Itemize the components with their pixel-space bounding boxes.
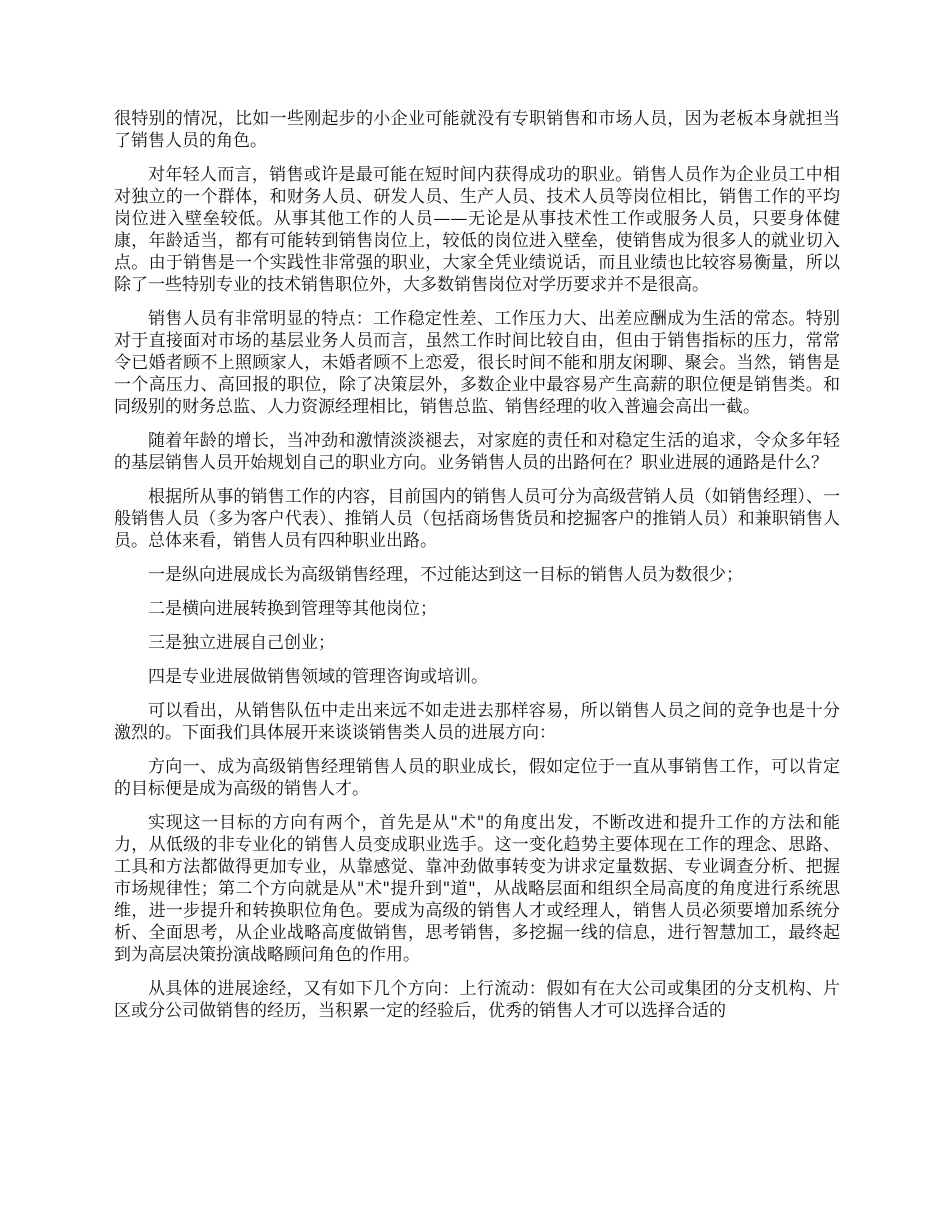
paragraph-competition: 可以看出，从销售队伍中走出来远不如走进去那样容易，所以销售人员之间的竞争也是十分激烈的。下面我们具体展开来谈谈销售类人员的进展方向：: [114, 701, 840, 743]
paragraph-sales-categories: 根据所从事的销售工作的内容，目前国内的销售人员可分为高级营销人员（如销售经理）、一般销售人员（多为客户代表）、推销人员（包括商场售货员和挖掘客户的推销人员）和兼职销售人员。总体来看，销售人员有四种职业出路。: [114, 487, 840, 551]
paragraph-career-direction: 随着年龄的增长，当冲劲和激情淡淡褪去，对家庭的责任和对稳定生活的追求，令众多年轻的基层销售人员开始规划自己的职业方向。业务销售人员的出路何在？职业进展的通路是什么？: [114, 431, 840, 473]
document-page: [114, 108, 840, 1034]
paragraph-path-one: 一是纵向进展成长为高级销售经理，不过能达到这一目标的销售人员为数很少；: [148, 565, 743, 585]
paragraph-two-methods: 实现这一目标的方向有两个，首先是从"术"的角度出发，不断改进和提升工作的方法和能力，从低级的非专业化的销售人员变成职业选手。这一变化趋势主要体现在工作的理念、思路、工具和方法都做得更加专业，从靠感觉、靠冲劲做事转变为讲求定量数据、专业调查分析、把握市场规律性；第二个方向就是从"术"提升到"道"，从战略层面和组织全局高度的角度进行系统思维，进一步提升和转换职位角色。要成为高级的销售人才或经理人，销售人员必须要增加系统分析、全面思考，从企业战略高度做销售，思考销售，多挖掘一线的信息，进行智慧加工，最终起到为高层决策扮演战略顾问角色的作用。: [114, 813, 840, 965]
paragraph-specific-routes: 从具体的进展途经，又有如下几个方向：上行流动：假如有在大公司或集团的分支机构、片区或分公司做销售的经历，当积累一定的经验后，优秀的销售人才可以选择合适的: [114, 979, 840, 1021]
paragraph-sales-traits: 销售人员有非常明显的特点：工作稳定性差、工作压力大、出差应酬成为生活的常态。特别对于直接面对市场的基层业务人员而言，虽然工作时间比较自由，但由于销售指标的压力，常常令已婚者顾不上照顾家人，未婚者顾不上恋爱，很长时间不能和朋友闲聊、聚会。当然，销售是一个高压力、高回报的职位，除了决策层外，多数企业中最容易产生高薪的职位便是销售类。和同级别的财务总监、人力资源经理相比，销售总监、销售经理的收入普遍会高出一截。: [114, 309, 840, 417]
paragraph-direction-one: 方向一、成为高级销售经理销售人员的职业成长，假如定位于一直从事销售工作，可以肯定的目标便是成为高级的销售人才。: [114, 757, 840, 799]
paragraph-intro-continuation: 很特别的情况，比如一些刚起步的小企业可能就没有专职销售和市场人员，因为老板本身就担当了销售人员的角色。: [114, 109, 840, 151]
paragraph-path-three: 三是独立进展自己创业；: [148, 633, 335, 653]
paragraph-path-two: 二是横向进展转换到管理等其他岗位；: [148, 599, 437, 619]
paragraph-path-four: 四是专业进展做销售领域的管理咨询或培训。: [148, 667, 488, 687]
paragraph-young-people: 对年轻人而言，销售或许是最可能在短时间内获得成功的职业。销售人员作为企业员工中相对独立的一个群体，和财务人员、研发人员、生产人员、技术人员等岗位相比，销售工作的平均岗位进入壁垒较低。从事其他工作的人员——无论是从事技术性工作或服务人员，只要身体健康，年龄适当，都有可能转到销售岗位上，较低的岗位进入壁垒，使销售成为很多人的就业切入点。由于销售是一个实践性非常强的职业，大家全凭业绩说话，而且业绩也比较容易衡量，所以除了一些特别专业的技术销售职位外，大多数销售岗位对学历要求并不是很高。: [114, 165, 840, 295]
